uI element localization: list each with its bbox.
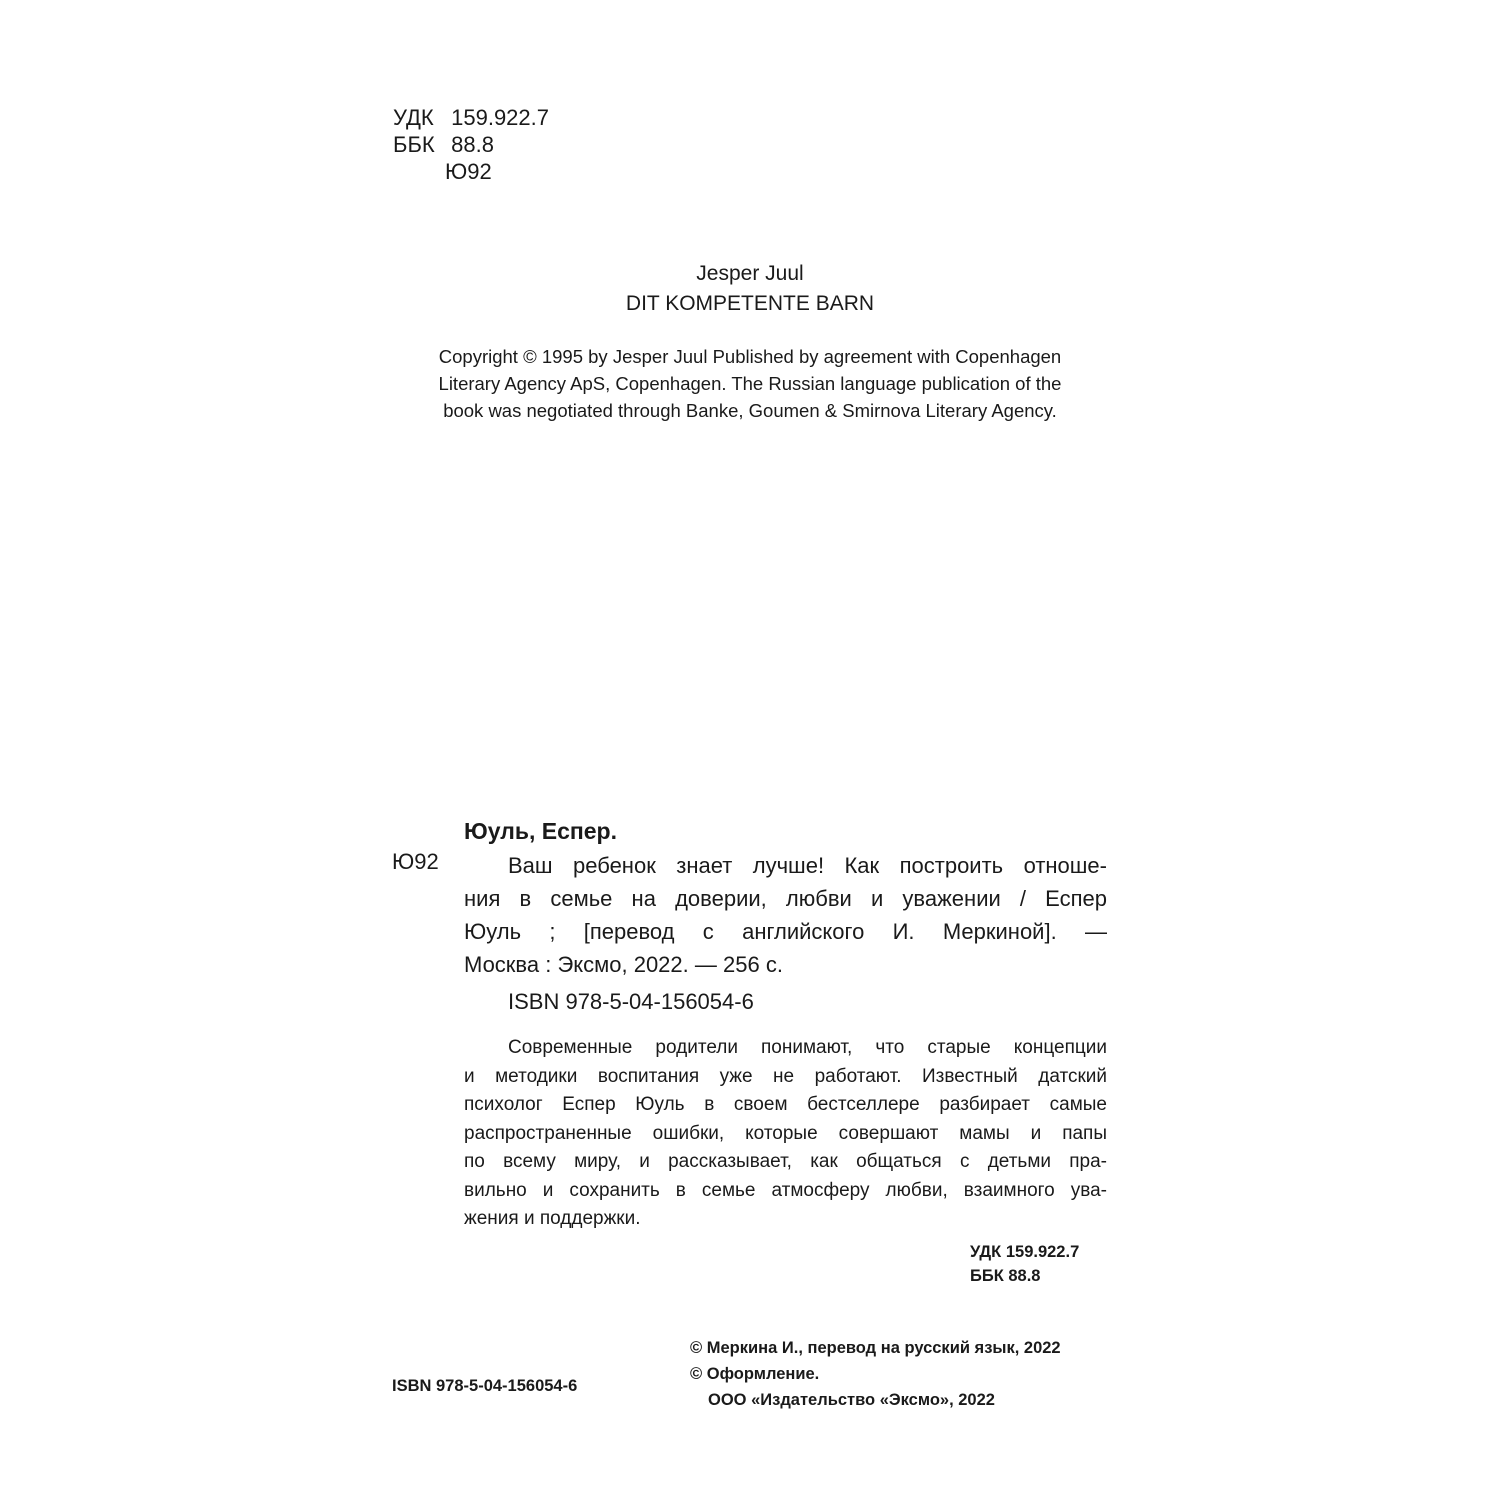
description-line: Ваш ребенок знает лучше! Как построить отноше-: [508, 853, 1107, 878]
annotation-line: жения и поддержки.: [464, 1208, 641, 1229]
original-title: DIT KOMPETENTE BARN: [625, 292, 875, 315]
cutter-top: Ю92: [445, 159, 492, 184]
udk-value: 159.922.7: [451, 105, 549, 130]
catalog-bbk: ББК 88.8: [970, 1267, 1041, 1285]
annotation-line: и методики воспитания уже не работают. Известный датский: [464, 1065, 1107, 1087]
annotation-line: распространенные ошибки, которые совершают мамы и папы: [464, 1122, 1107, 1144]
copyright-notice: [390, 343, 1110, 424]
udk-row-top: [393, 104, 549, 132]
annotation-line: вильно и сохранить в семье атмосферу любви, взаимного ува-: [464, 1179, 1107, 1201]
description-line: Москва : Эксмо, 2022. — 256 с.: [464, 952, 783, 977]
copyright-line: Copyright © 1995 by Jesper Juul Published by agreement with Copenhagen: [438, 346, 1062, 367]
imprint-isbn: ISBN 978-5-04-156054-6: [392, 1377, 578, 1395]
catalog-description: [464, 849, 1107, 981]
imprint-copyright: [690, 1335, 1061, 1413]
bbk-row-top: [393, 131, 494, 159]
catalog-classification: [970, 1240, 1079, 1288]
annotation-line: по всему миру, и рассказывает, как общаться с детьми пра-: [464, 1151, 1107, 1172]
annotation-line: Современные родители понимают, что старые концепции: [508, 1037, 1107, 1058]
description-line: Юуль ; [перевод с английского И. Меркиной]. —: [464, 919, 1107, 944]
catalog-author-heading: Юуль, Еспер.: [464, 818, 617, 844]
copyright-line: book was negotiated through Banke, Goumen & Smirnova Literary Agency.: [443, 400, 1057, 421]
udk-label: УДК: [393, 105, 434, 130]
copyright-line: Literary Agency ApS, Copenhagen. The Russian language publication of the: [438, 373, 1062, 394]
original-author: Jesper Juul: [696, 262, 804, 285]
bbk-label: ББК: [393, 132, 435, 157]
imprint-copyright-line: © Оформление.: [690, 1365, 820, 1383]
catalog-udk: УДК 159.922.7: [970, 1243, 1080, 1261]
bbk-value: 88.8: [451, 132, 494, 157]
description-line: ния в семье на доверии, любви и уважении / Еспер: [464, 886, 1107, 911]
catalog-annotation: [464, 1034, 1107, 1234]
catalog-cutter: Ю92: [392, 849, 439, 874]
annotation-line: психолог Еспер Юуль в своем бестселлере разбирает самые: [464, 1094, 1107, 1115]
imprint-copyright-line: © Меркина И., перевод на русский язык, 2022: [690, 1339, 1061, 1357]
catalog-isbn: ISBN 978-5-04-156054-6: [508, 989, 754, 1014]
imprint-copyright-line: ООО «Издательство «Эксмо», 2022: [708, 1391, 995, 1409]
